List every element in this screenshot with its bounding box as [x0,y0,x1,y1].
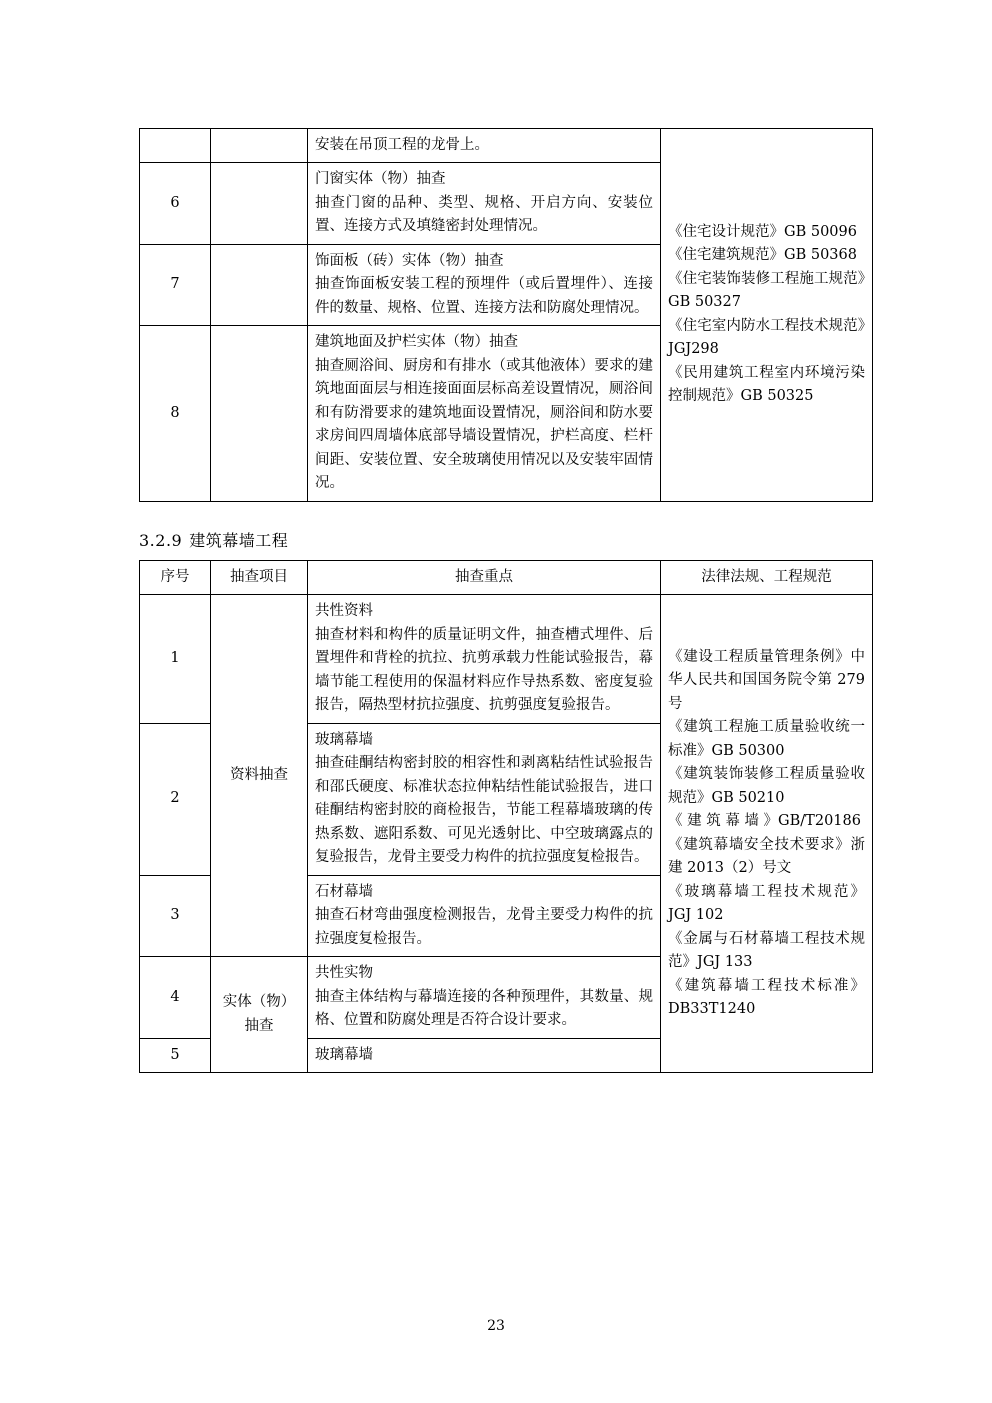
row-group-label: 实体（物）抽查 [211,957,308,1073]
law-item: 《民用建筑工程室内环境污染控制规范》GB 50325 [668,364,865,405]
row-item [211,163,308,244]
law-item: 《建筑幕墙工程技术标准》DB33T1240 [668,977,865,1018]
focus-line: 抽查门窗的品种、类型、规格、开启方向、安装位置、连接方式及填缝密封处理情况。 [315,194,653,235]
header-no: 序号 [140,560,211,594]
row-law-references [661,595,873,1073]
header-law: 法律法规、工程规范 [661,560,873,594]
row-focus [308,957,661,1038]
focus-line: 抽查材料和构件的质量证明文件，抽查槽式埋件、后置埋件和背栓的抗拉、抗剪承载力性能试验报告，幕墙节能工程使用的保温材料应作导热系数、密度复验报告，隔热型材抗拉强度、抗剪强度复验报告。 [315,626,653,714]
law-item: 《建设工程质量管理条例》中华人民共和国国务院令第 279 号 [668,648,865,712]
row-focus [308,244,661,325]
row-number [140,129,211,163]
law-item: 《住宅装饰装修工程施工规范》GB 50327 [668,270,865,311]
row-number: 5 [140,1038,211,1072]
focus-line: 石材幕墙 [315,883,373,900]
row-focus [308,723,661,875]
law-item: 《建筑工程施工质量验收统一标准》GB 50300 [668,719,865,759]
focus-line: 玻璃幕墙 [315,731,373,748]
section-number: 3.2.9 [139,530,183,550]
law-item: 《建筑装饰装修工程质量验收规范》GB 50210 [668,766,865,806]
focus-line: 建筑地面及护栏实体（物）抽查 [315,334,518,351]
row-item [211,129,308,163]
law-item: 《玻璃幕墙工程技术规范》JGJ 102 [668,883,865,924]
focus-line: 共性实物 [315,965,373,982]
focus-line: 抽查厕浴间、厨房和有排水（或其他液体）要求的建筑地面面层与相连接面面层标高差设置情况，厕浴间和有防滑要求的建筑地面设置情况，厕浴间和防水要求房间四周墙体底部导墙设置情况，护栏高度、栏杆间距、安装位置、安全玻璃使用情况以及安装牢固情况。 [315,357,653,492]
row-law-references [661,129,873,502]
table-row [140,129,873,163]
row-focus [308,875,661,956]
row-focus [308,129,661,163]
row-number: 8 [140,326,211,501]
row-number: 3 [140,875,211,956]
focus-line: 门窗实体（物）抽查 [315,171,446,188]
focus-line: 抽查硅酮结构密封胶的相容性和剥离粘结性试验报告和邵氏硬度、标准状态拉伸粘结性能试验报告，进口硅酮结构密封胶的商检报告，节能工程幕墙玻璃的传热系数、遮阳系数、可见光透射比、中空玻璃露点的复验报告，龙骨主要受力构件的抗拉强度复检报告。 [315,755,653,866]
header-focus: 抽查重点 [308,560,661,594]
row-focus [308,163,661,244]
header-item: 抽查项目 [211,560,308,594]
row-group-label: 资料抽查 [211,595,308,957]
focus-line: 抽查主体结构与幕墙连接的各种预理件，其数量、规格、位置和防腐处理是否符合设计要求。 [315,988,653,1029]
law-item: 《住宅建筑规范》GB 50368 [668,247,857,264]
focus-line: 抽查石材弯曲强度检测报告，龙骨主要受力构件的抗拉强度复检报告。 [315,907,653,947]
law-item: 《建筑幕墙安全技术要求》浙建 2013（2）号文 [668,836,865,877]
curtain-wall-inspection-table [139,560,873,1073]
row-focus [308,595,661,723]
table-header-row [140,560,873,594]
law-item: 《 建 筑 幕 墙 》GB/T20186 [668,813,861,830]
law-item: 《住宅室内防水工程技术规范》JGJ298 [668,317,865,358]
focus-line: 安装在吊顶工程的龙骨上。 [315,137,489,153]
row-number: 6 [140,163,211,244]
law-item: 《住宅设计规范》GB 50096 [668,223,857,240]
row-number: 2 [140,723,211,875]
row-focus [308,1038,661,1072]
row-item [211,244,308,325]
section-heading [139,528,853,551]
row-number: 4 [140,957,211,1038]
row-number: 1 [140,595,211,723]
focus-line: 饰面板（砖）实体（物）抽查 [315,252,504,269]
table-row [140,595,873,723]
focus-line: 玻璃幕墙 [315,1046,373,1063]
inspection-table-continued [139,128,873,502]
page-number: 23 [487,1318,505,1334]
focus-line: 抽查饰面板安装工程的预埋件（或后置埋件）、连接件的数量、规格、位置、连接方法和防腐处理情况。 [315,276,653,316]
focus-line: 共性资料 [315,603,373,620]
page-content [139,128,865,1073]
section-title-text: 建筑幕墙工程 [189,530,289,550]
row-focus [308,326,661,501]
law-item: 《金属与石材幕墙工程技术规范》JGJ 133 [668,930,865,971]
row-item [211,326,308,501]
row-number: 7 [140,244,211,325]
